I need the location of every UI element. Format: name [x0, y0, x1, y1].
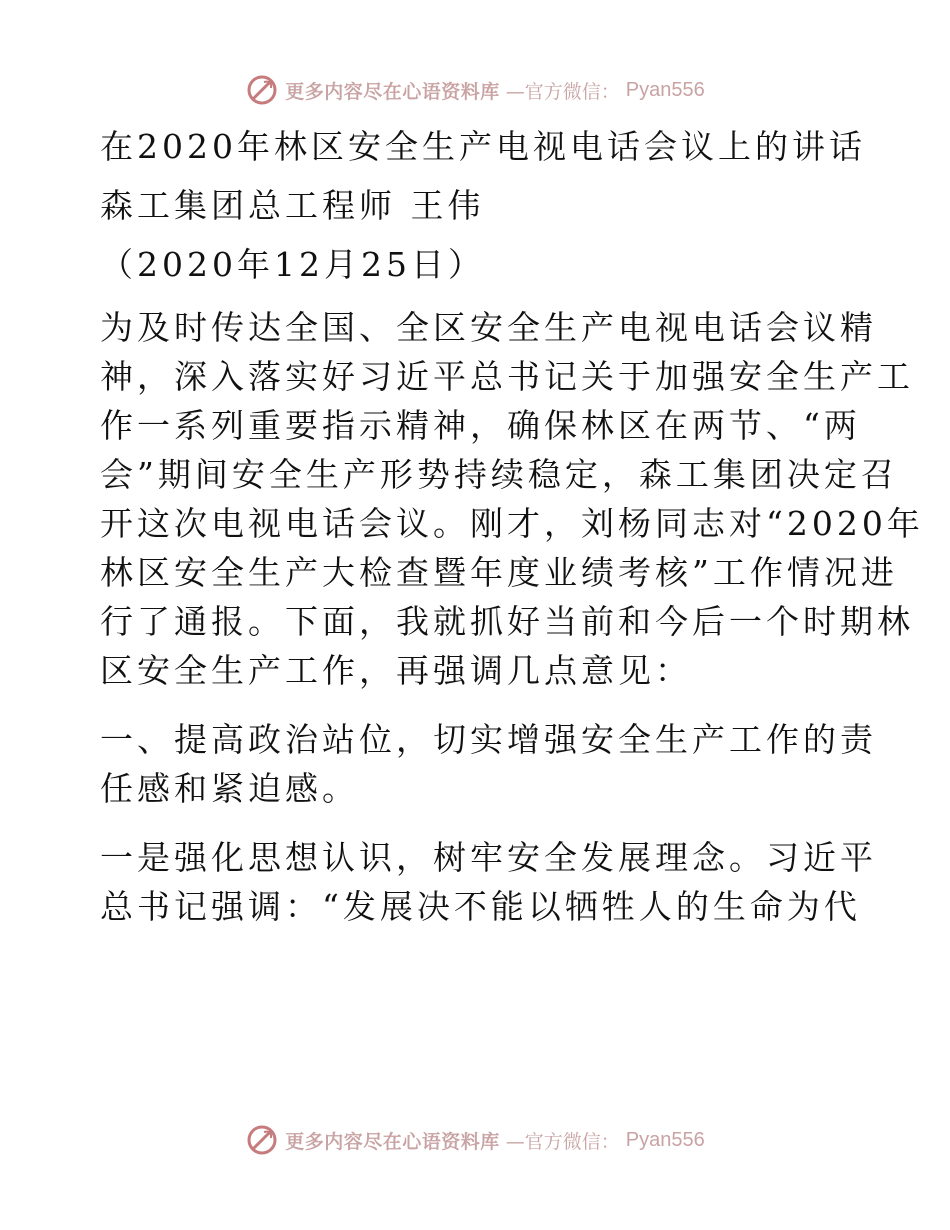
quill-logo-icon [245, 1123, 279, 1157]
paragraph-line: 一是强化思想认识，树牢安全发展理念。习近平 [100, 838, 877, 877]
document-title: 在2020年林区安全生产电视电话会议上的讲话 [100, 127, 866, 166]
paragraph-point-1 [100, 833, 877, 931]
footer-watermark [0, 1120, 950, 1160]
quill-logo-icon [245, 73, 279, 107]
watermark-separator: —官方微信： [505, 80, 620, 103]
watermark-wechat-id: Pyan556 [625, 78, 705, 101]
paragraph-line: 行了通报。下面，我就抓好当前和今后一个时期林 [100, 602, 914, 641]
paragraph-line: 作一系列重要指示精神，确保林区在两节、“两 [100, 406, 861, 445]
heading-line: 任感和紧迫感。 [100, 769, 359, 808]
document-author: 森工集团总工程师 王伟 [100, 186, 485, 225]
watermark-text: 更多内容尽在心语资料库 [285, 1130, 500, 1153]
paragraph-line: 开这次电视电话会议。刚才，刘杨同志对“2020年 [100, 504, 924, 543]
document-body [100, 122, 924, 931]
paragraph-intro [100, 303, 924, 695]
paragraph-line: 会”期间安全生产形势持续稳定，森工集团决定召 [100, 455, 898, 494]
section-heading-1 [100, 715, 877, 813]
paragraph-line: 为及时传达全国、全区安全生产电视电话会议精 [100, 308, 877, 347]
paragraph-line: 总书记强调：“发展决不能以牺牲人的生命为代 [100, 887, 861, 926]
paragraph-line: 区安全生产工作，再强调几点意见： [100, 651, 692, 690]
watermark-separator: —官方微信： [505, 1130, 620, 1153]
header-watermark [0, 70, 950, 110]
watermark-wechat-id: Pyan556 [625, 1128, 705, 1151]
document-date: （2020年12月25日） [100, 245, 485, 284]
heading-line: 一、提高政治站位，切实增强安全生产工作的责 [100, 720, 877, 759]
watermark-text: 更多内容尽在心语资料库 [285, 80, 500, 103]
paragraph-line: 神，深入落实好习近平总书记关于加强安全生产工 [100, 357, 914, 396]
paragraph-line: 林区安全生产大检查暨年度业绩考核”工作情况进 [100, 553, 898, 592]
